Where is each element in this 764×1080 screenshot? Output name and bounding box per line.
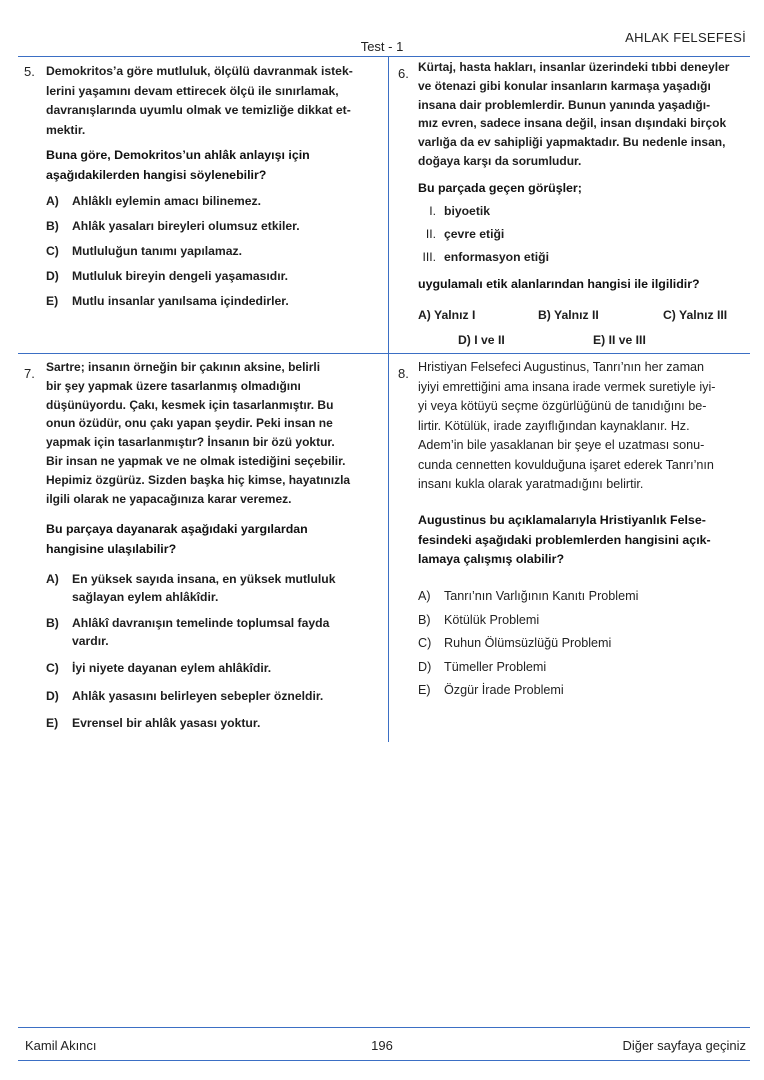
option-b[interactable]: B) Kötülük Problemi (418, 612, 540, 627)
header-rule (18, 56, 750, 57)
question-prompt: Augustinus bu açıklamalarıyla Hristiyanlık Felse- fesindeki aşağıdaki problemlerden hangisini açık- lamaya çalışmış olabilir? (418, 513, 711, 566)
option-c[interactable]: C) İyi niyete dayanan eylem ahlâkîdir. (46, 661, 272, 675)
item-ii: II. çevre etiği (425, 227, 505, 241)
option-d[interactable]: D) Ahlâk yasasını belirleyen sebepler özneldir. (46, 689, 324, 703)
question-prompt: Buna göre, Demokritos’un ahlâk anlayışı için aşağıdakilerden hangisi söylenebilir? (46, 148, 310, 182)
option-d[interactable]: D) Mutluluk bireyin dengeli yaşamasıdır. (46, 269, 289, 283)
items-intro: Bu parçada geçen görüşler; (418, 181, 582, 195)
footer-author: Kamil Akıncı (25, 1038, 97, 1053)
question-text: Kürtaj, hasta hakları, insanlar üzerindeki tıbbi deneyler ve ötenazi gibi konular insanların karmaşa yaşadığı insana dair problemlerdir. Bunun yanında yaşadığı- mız evren, sadece insana değil, insan dışındaki birçok varlığa da ev sahipliği yapmaktadır. Bu nedenle insan, doğaya karşı da sorumludur. (418, 60, 730, 168)
option-e[interactable]: E) Evrensel bir ahlâk yasası yoktur. (46, 716, 261, 730)
column-divider (388, 57, 389, 742)
options-list (46, 570, 366, 739)
question-number: 6. (398, 66, 409, 81)
option-d[interactable]: D) Tümeller Problemi (418, 659, 547, 674)
question-prompt: Bu parçaya dayanarak aşağıdaki yargılardan hangisine ulaşılabilir? (46, 522, 308, 556)
option-e[interactable]: E) II ve III (593, 333, 646, 347)
next-page-note: Diğer sayfaya geçiniz (622, 1038, 746, 1053)
question-text: Demokritos’a göre mutluluk, ölçülü davranmak istek- lerini yaşamını devam ettirecek ölçü ile sınırlamak, davranışlarında uyumlu olmak ve temizliğe dikkat et- mektir. (46, 64, 353, 137)
option-d[interactable]: D) I ve II (458, 333, 505, 347)
item-i: I. biyoetik (429, 204, 491, 218)
option-a[interactable]: A) Yalnız I (418, 308, 476, 322)
test-label: Test - 1 (360, 39, 404, 54)
option-b[interactable]: B) Ahlâkî davranışın temelinde toplumsal fayda vardır. (46, 616, 330, 648)
option-e[interactable]: E) Mutlu insanlar yanılsama içindedirler. (46, 294, 289, 308)
options-list (46, 192, 386, 317)
question-text: Hristiyan Felsefeci Augustinus, Tanrı’nın her zaman iyiyi emrettiğini ama insana irade vermek suretiyle iyi- yi veya kötüyü seçme özgürlüğünü de tanıdığını be- lirtir. Kötülük, irade zayıflığından kaynaklanır. Hz. Adem’in bile yasaklanan bir şeye el uzatması sonu- cunda cennetten kovulduğuna işaret ederek Tanrı’nın insanı kukla olarak yaratmadığını belirtir. (418, 360, 716, 491)
page-number: 196 (371, 1038, 393, 1053)
options-list (418, 587, 738, 705)
footer-rule-bottom (18, 1060, 750, 1061)
question-prompt: uygulamalı etik alanlarından hangisi ile ilgilidir? (418, 277, 700, 291)
option-a[interactable]: A) En yüksek sayıda insana, en yüksek mutluluk sağlayan eylem ahlâkîdir. (46, 572, 336, 604)
question-text: Sartre; insanın örneğin bir çakının aksine, belirli bir şey yapmak üzere tasarlanmış olmadığını düşünüyordu. Çakı, kesmek için tasarlanmıştır. Bu onun özüdür, onu çakı yapan şeydir. Peki insan ne yapmak için tasarlanmıştır? İnsanın bir özü yoktur. Bir insan ne yapmak ve ne olmak istediğini seçebilir. Hepimiz özgürüz. Sizden başka hiç kimse, hayatınızla ilgili olarak ne yapacağınıza karar veremez. (46, 360, 351, 506)
row-divider (18, 353, 750, 354)
item-iii: III. enformasyon etiği (422, 250, 549, 264)
roman-items (418, 204, 718, 273)
question-number: 5. (24, 64, 35, 79)
subject-title: AHLAK FELSEFESİ (625, 30, 746, 45)
option-c[interactable]: C) Ruhun Ölümsüzlüğü Problemi (418, 636, 612, 651)
option-c[interactable]: C) Mutluluğun tanımı yapılamaz. (46, 244, 242, 258)
option-e[interactable]: E) Özgür İrade Problemi (418, 683, 564, 698)
option-a[interactable]: A) Tanrı’nın Varlığının Kanıtı Problemi (418, 589, 639, 603)
option-a[interactable]: A) Ahlâklı eylemin amacı bilinemez. (46, 194, 261, 208)
footer-rule-top (18, 1027, 750, 1028)
question-number: 7. (24, 366, 35, 381)
option-b[interactable]: B) Yalnız II (538, 308, 599, 322)
question-number: 8. (398, 366, 409, 381)
option-b[interactable]: B) Ahlâk yasaları bireyleri olumsuz etkiler. (46, 219, 300, 233)
option-c[interactable]: C) Yalnız III (663, 308, 728, 322)
